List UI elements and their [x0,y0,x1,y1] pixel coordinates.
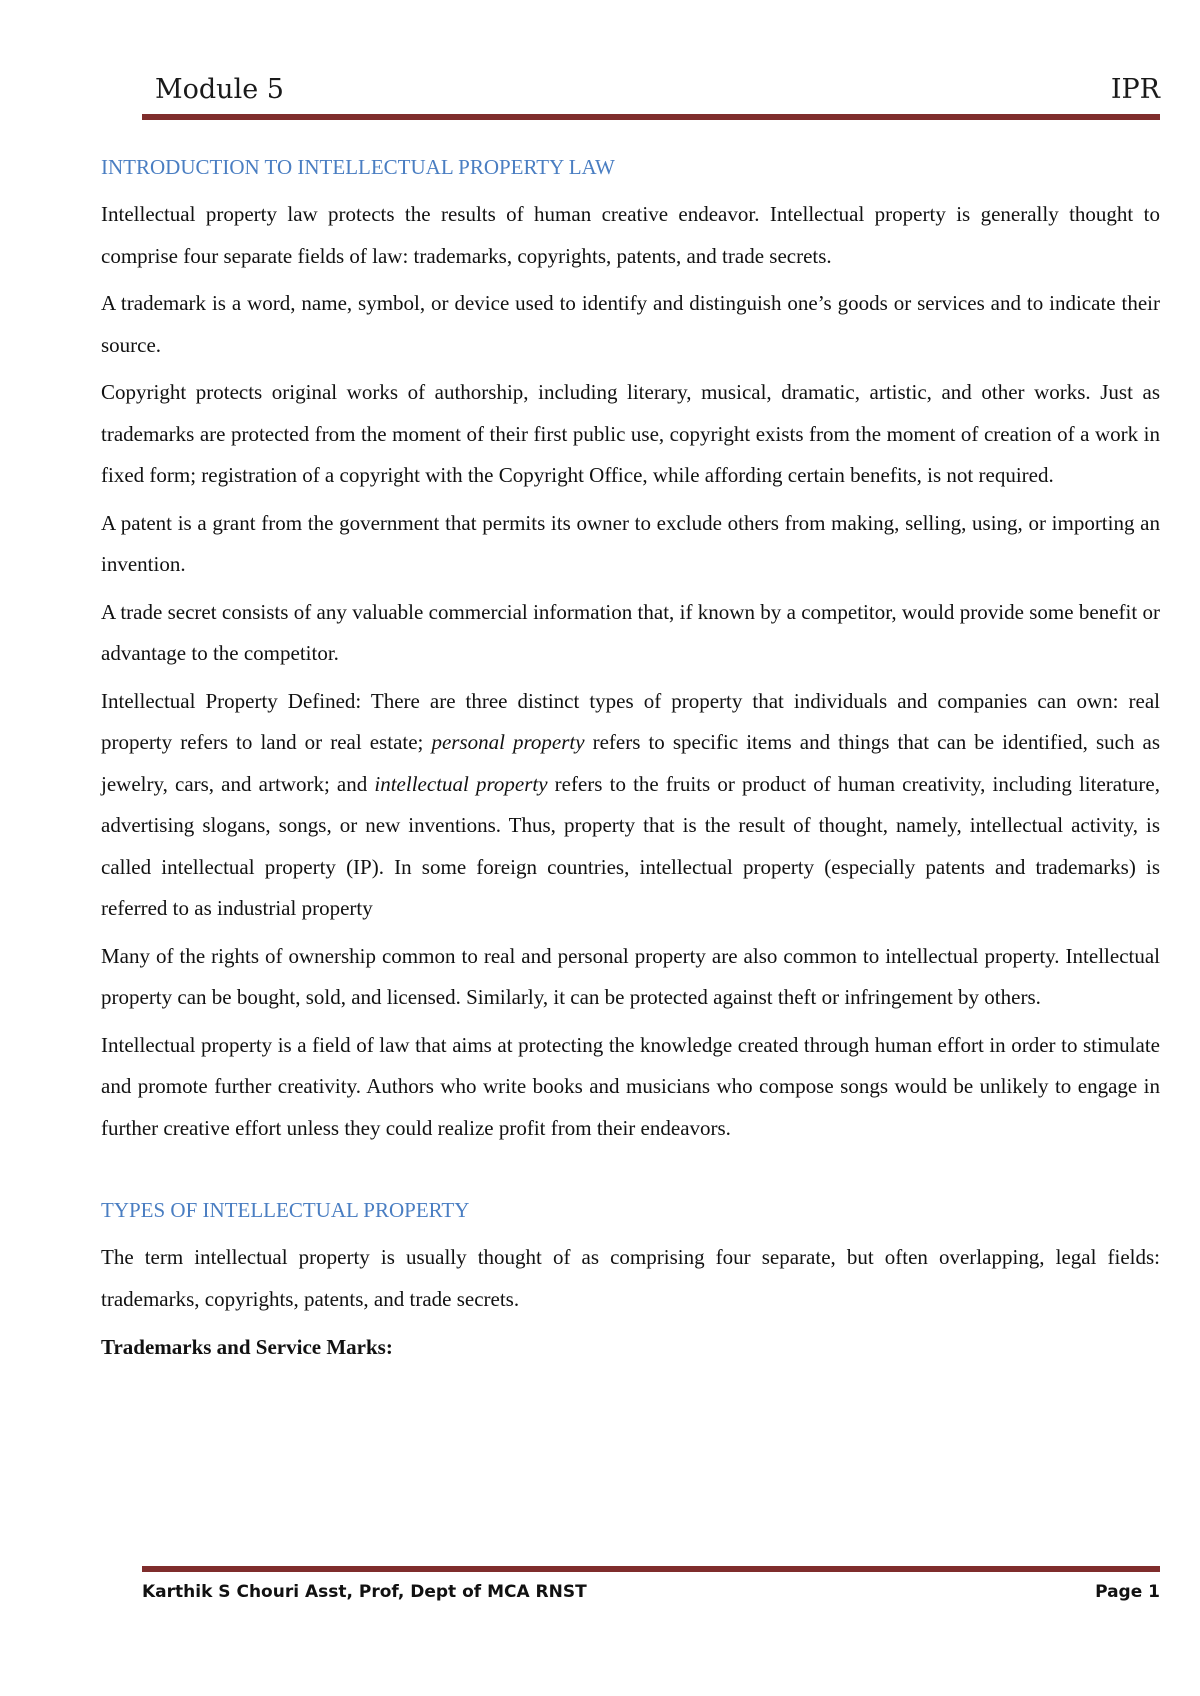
paragraph: Many of the rights of ownership common to real and personal property are also common to intellectual property. Intellectual property can be bought, sold, and licensed. Similarly, it can be protected against theft or infringement by others. [101,943,1160,1009]
paragraph: Copyright protects original works of authorship, including literary, musical, dramatic, artistic, and other works. Just as trademarks are protected from the moment of their first public use, copyright exists from the moment of creation of a work in fixed form; registration of a copyright with the Copyright Office, while affording certain benefits, is not required. [101,380,1160,487]
paragraph: A trademark is a word, name, symbol, or device used to identify and distinguish one’s goods or services and to indicate their source. [101,291,1160,357]
emphasis-personal-property: personal property [431,730,585,754]
text-run: Intellectual Property Defined: There are three distinct types of property that individuals and companies can own: real property refers to land or real estate; [101,688,1160,754]
paragraph: A trade secret consists of any valuable commercial information that, if known by a competitor, would provide some benefit or advantage to the competitor. [101,599,1160,665]
text-run: refers to the fruits or product of human creativity, including literature, advertising slogans, songs, or new inventions. Thus, property that is the result of thought, namely, intellectual activity, is called intellectual property (IP). In some foreign countries, intellectual property (especially patents and trademarks) is referred to as industrial property [101,771,1160,920]
section-heading-types: TYPES OF INTELLECTUAL PROPERTY [101,1198,470,1222]
paragraph: A patent is a grant from the government that permits its owner to exclude others from making, selling, using, or importing an invention. [101,510,1160,576]
section-heading-intro: INTRODUCTION TO INTELLECTUAL PROPERTY LAW [101,155,615,179]
subject-label: IPR [1110,74,1160,105]
page-header [155,72,1160,112]
paragraph: Intellectual property is a field of law that aims at protecting the knowledge created through human effort in order to stimulate and promote further creativity. Authors who write books and musicians who compose songs would be unlikely to engage in further creative effort unless they could realize profit from their endeavors. [101,1032,1160,1140]
header-rule [142,114,1160,120]
page-footer [142,1582,1160,1612]
paragraph-ip-defined [101,681,1160,930]
emphasis-intellectual-property: intellectual property [374,771,548,796]
paragraph: The term intellectual property is usually thought of as comprising four separate, but often overlapping, legal fields: trademarks, copyrights, patents, and trade secrets. [101,1245,1160,1311]
text-run: refers to specific items and things that can be identified, such as jewelry, cars, and artwork; and [101,730,1160,796]
paragraph: Intellectual property law protects the results of human creative endeavor. Intellectual property is generally thought to comprise four separate fields of law: trademarks, copyrights, patents, and trade secrets. [101,202,1160,268]
subheading-trademarks: Trademarks and Service Marks: [101,1335,393,1359]
module-label: Module 5 [155,74,284,105]
page-number: Page 1 [1095,1582,1160,1602]
footer-rule [142,1566,1160,1572]
document-body [101,146,1160,1368]
footer-author: Karthik S Chouri Asst, Prof, Dept of MCA RNST [142,1582,587,1602]
